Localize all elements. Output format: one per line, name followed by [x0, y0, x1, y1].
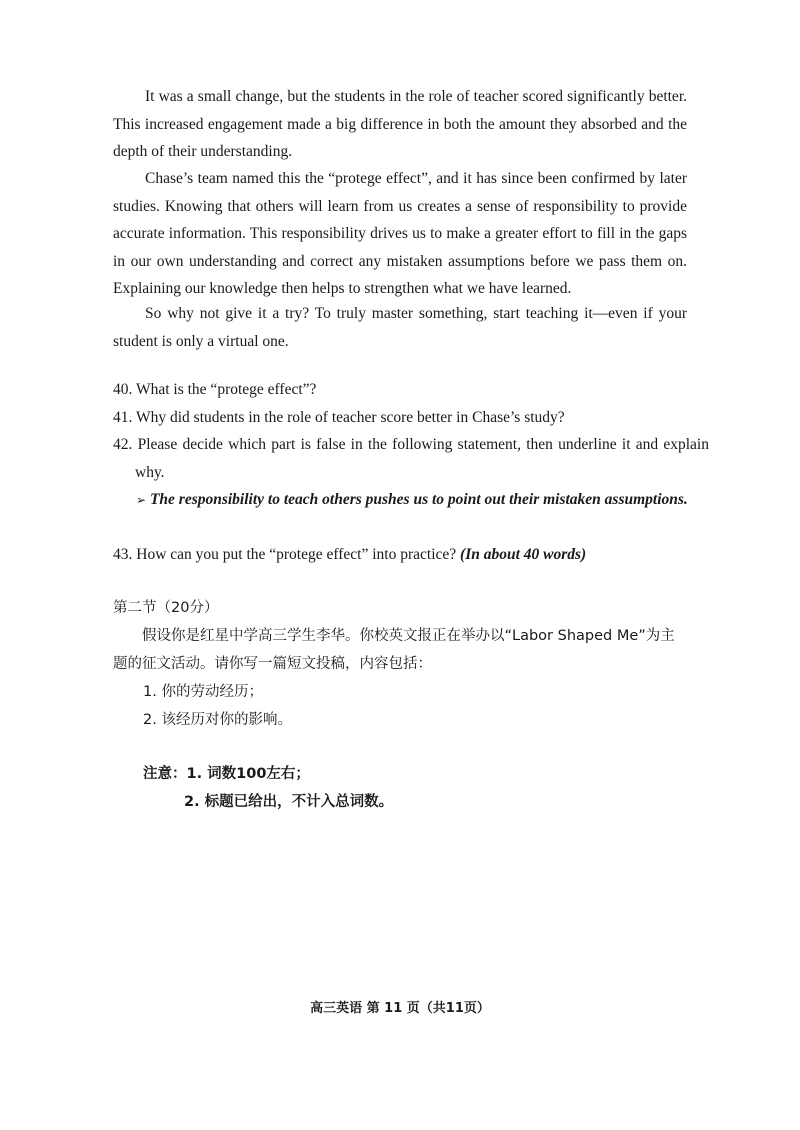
question-41: 41. Why did students in the role of teacher score better in Chase’s study?: [113, 409, 565, 426]
page-footer: 高三英语 第 11 页（共11页）: [310, 1001, 490, 1016]
content-item-1: 1. 你的劳动经历；: [143, 684, 263, 700]
statement-text: The responsibility to teach others pushes us to point out their mistaken assumptions.: [149, 491, 688, 508]
question-40: 40. What is the “protege effect”?: [113, 381, 317, 398]
passage-paragraph-3: So why not give it a try? To truly master something, start teaching it—even if your student is only a virtual one.: [113, 305, 687, 350]
question-42: 42. Please decide which part is false in the following statement, then underline it and explain why.: [113, 436, 709, 481]
section-2-heading: 第二节（20分）: [113, 600, 219, 616]
content-item-2: 2. 该经历对你的影响。: [143, 712, 292, 728]
passage-paragraph-2: Chase’s team named this the “protege effect”, and it has since been confirmed by later studies. Knowing that others will learn from us creates a sense of responsibility to provide accurate information. This responsibility drives us to make a greater effort to fill in the gaps in our own understanding and correct any mistaken assumptions before we pass them on. Explaining our knowledge then helps to strengthen what we have learned.: [113, 170, 687, 297]
question-43: [113, 541, 709, 569]
note-word-count: 注意：1. 词数100左右；: [143, 766, 310, 782]
writing-prompt: 假设你是红星中学高三学生李华。你校英文报正在举办以“Labor Shaped Me”为主题的征文活动。请你写一篇短文投稿，内容包括：: [113, 628, 675, 672]
passage-paragraph-1: It was a small change, but the students in the role of teacher scored significantly better. This increased engagement made a big difference in both the amount they absorbed and the depth of their understanding.: [113, 88, 687, 160]
question-43-text: 43. How can you put the “protege effect” into practice?: [113, 546, 457, 563]
arrow-bullet-icon: ➢: [136, 493, 147, 507]
question-42-statement: [136, 486, 700, 515]
note-title: 2. 标题已给出，不计入总词数。: [184, 794, 394, 810]
word-limit-note: (In about 40 words): [460, 546, 587, 563]
